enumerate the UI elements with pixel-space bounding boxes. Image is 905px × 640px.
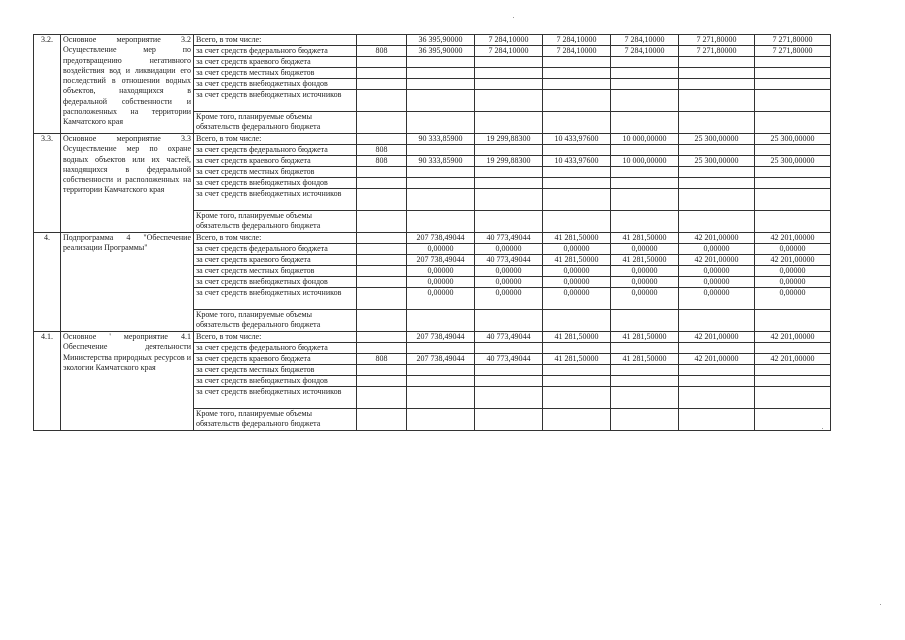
amount-cell: 0,00000 (407, 288, 475, 310)
amount-cell: 41 281,50000 (611, 233, 679, 244)
activity-name: Основное ' мероприятие 4.1 Обеспечение деятельности Министерства природных ресурсов и экологии Камчатского края (61, 332, 194, 431)
source-label: Всего, в том числе: (194, 35, 357, 46)
amount-cell: 7 284,10000 (475, 46, 543, 57)
source-label: за счет средств внебюджетных источников (194, 288, 357, 310)
source-label: за счет средств внебюджетных источников (194, 90, 357, 112)
amount-cell: 10 433,97600 (543, 134, 611, 145)
amount-cell: 42 201,00000 (679, 332, 755, 343)
source-label: Всего, в том числе: (194, 134, 357, 145)
section-number: 4. (34, 233, 61, 332)
amount-cell: 0,00000 (543, 277, 611, 288)
amount-cell: 25 300,00000 (679, 156, 755, 167)
table-row (34, 134, 831, 145)
budget-code: 808 (357, 354, 407, 365)
amount-cell: 0,00000 (755, 288, 831, 310)
source-label: за счет средств местных бюджетов (194, 266, 357, 277)
scan-speck (513, 17, 514, 18)
source-label: Всего, в том числе: (194, 332, 357, 343)
amount-cell: 19 299,88300 (475, 134, 543, 145)
amount-cell: 0,00000 (611, 288, 679, 310)
source-label: Кроме того, планируемые объемы обязательств федерального бюджета (194, 112, 357, 134)
source-label: за счет средств федерального бюджета (194, 244, 357, 255)
amount-cell: 0,00000 (611, 277, 679, 288)
amount-cell: 0,00000 (679, 288, 755, 310)
activity-name: Основное мероприятие 3.2 Осуществление мер по предотвращению негативного воздействия вод и ликвидации его последствий в отношении водных объектов, находящихся в федеральной собственности и расположенных на территории Камчатского края (61, 35, 194, 134)
amount-cell: 207 738,49044 (407, 233, 475, 244)
source-label: Всего, в том числе: (194, 233, 357, 244)
budget-code: 808 (357, 145, 407, 156)
source-label: за счет средств внебюджетных источников (194, 189, 357, 211)
amount-cell: 0,00000 (679, 277, 755, 288)
amount-cell: 10 433,97600 (543, 156, 611, 167)
amount-cell: 42 201,00000 (755, 233, 831, 244)
amount-cell: 25 300,00000 (755, 156, 831, 167)
section-number: 3.2. (34, 35, 61, 134)
source-label: за счет средств краевого бюджета (194, 156, 357, 167)
amount-cell: 7 284,10000 (611, 35, 679, 46)
budget-table (33, 34, 831, 431)
amount-cell: 0,00000 (407, 244, 475, 255)
amount-cell: 41 281,50000 (543, 255, 611, 266)
amount-cell: 41 281,50000 (611, 332, 679, 343)
amount-cell: 25 300,00000 (755, 134, 831, 145)
source-label: за счет средств внебюджетных фондов (194, 178, 357, 189)
amount-cell: 7 284,10000 (543, 46, 611, 57)
amount-cell: 41 281,50000 (543, 354, 611, 365)
source-label: Кроме того, планируемые объемы обязательств федерального бюджета (194, 409, 357, 431)
activity-name: Основное мероприятие 3.3 Осуществление мер по охране водных объектов или их частей, находящихся в федеральной собственности и расположенных на территории Камчатского края (61, 134, 194, 233)
amount-cell: 7 284,10000 (543, 35, 611, 46)
source-label: за счет средств федерального бюджета (194, 145, 357, 156)
scan-speck (880, 604, 881, 605)
source-label: Кроме того, планируемые объемы обязательств федерального бюджета (194, 310, 357, 332)
amount-cell: 19 299,88300 (475, 156, 543, 167)
source-label: за счет средств краевого бюджета (194, 255, 357, 266)
amount-cell: 42 201,00000 (679, 354, 755, 365)
amount-cell: 10 000,00000 (611, 134, 679, 145)
amount-cell: 7 271,80000 (679, 46, 755, 57)
amount-cell: 90 333,85900 (407, 156, 475, 167)
source-label: за счет средств краевого бюджета (194, 354, 357, 365)
amount-cell: 25 300,00000 (679, 134, 755, 145)
amount-cell: 40 773,49044 (475, 332, 543, 343)
amount-cell: 42 201,00000 (755, 354, 831, 365)
amount-cell: 0,00000 (543, 266, 611, 277)
budget-code (357, 35, 407, 46)
amount-cell: 42 201,00000 (755, 255, 831, 266)
amount-cell: 7 284,10000 (475, 35, 543, 46)
amount-cell: 207 738,49044 (407, 332, 475, 343)
amount-cell: 0,00000 (611, 266, 679, 277)
amount-cell: 0,00000 (755, 277, 831, 288)
amount-cell: 36 395,90000 (407, 46, 475, 57)
amount-cell: 41 281,50000 (543, 233, 611, 244)
amount-cell: 7 271,80000 (679, 35, 755, 46)
budget-code: 808 (357, 156, 407, 167)
source-label: за счет средств местных бюджетов (194, 68, 357, 79)
section-number: 4.1. (34, 332, 61, 431)
amount-cell: 41 281,50000 (543, 332, 611, 343)
amount-cell: 40 773,49044 (475, 233, 543, 244)
amount-cell: 0,00000 (475, 288, 543, 310)
source-label: за счет средств местных бюджетов (194, 365, 357, 376)
source-label: за счет средств внебюджетных фондов (194, 376, 357, 387)
source-label: за счет средств федерального бюджета (194, 343, 357, 354)
source-label: за счет средств краевого бюджета (194, 57, 357, 68)
amount-cell: 42 201,00000 (755, 332, 831, 343)
section-number: 3.3. (34, 134, 61, 233)
amount-cell: 40 773,49044 (475, 255, 543, 266)
amount-cell: 0,00000 (475, 266, 543, 277)
amount-cell: 0,00000 (407, 277, 475, 288)
amount-cell: 0,00000 (755, 266, 831, 277)
table-row (34, 233, 831, 244)
amount-cell: 0,00000 (755, 244, 831, 255)
amount-cell: 0,00000 (679, 266, 755, 277)
activity-name: Подпрограмма 4 "Обеспечение реализации Программы" (61, 233, 194, 332)
amount-cell: 0,00000 (475, 277, 543, 288)
amount-cell: 42 201,00000 (679, 255, 755, 266)
amount-cell: 7 271,80000 (755, 35, 831, 46)
source-label: за счет средств федерального бюджета (194, 46, 357, 57)
source-label: за счет средств внебюджетных источников (194, 387, 357, 409)
amount-cell: 0,00000 (543, 288, 611, 310)
source-label: Кроме того, планируемые объемы обязательств федерального бюджета (194, 211, 357, 233)
table-row (34, 35, 831, 46)
amount-cell: 41 281,50000 (611, 255, 679, 266)
source-label: за счет средств местных бюджетов (194, 167, 357, 178)
amount-cell: 0,00000 (475, 244, 543, 255)
source-label: за счет средств внебюджетных фондов (194, 277, 357, 288)
amount-cell: 7 284,10000 (611, 46, 679, 57)
table-row (34, 332, 831, 343)
amount-cell: 41 281,50000 (611, 354, 679, 365)
amount-cell: 207 738,49044 (407, 255, 475, 266)
amount-cell: 0,00000 (407, 266, 475, 277)
amount-cell: 10 000,00000 (611, 156, 679, 167)
amount-cell: 36 395,90000 (407, 35, 475, 46)
amount-cell: 207 738,49044 (407, 354, 475, 365)
amount-cell: 0,00000 (611, 244, 679, 255)
amount-cell: 7 271,80000 (755, 46, 831, 57)
source-label: за счет средств внебюджетных фондов (194, 79, 357, 90)
amount-cell: 0,00000 (679, 244, 755, 255)
amount-cell: 40 773,49044 (475, 354, 543, 365)
budget-code: 808 (357, 46, 407, 57)
scan-speck (822, 428, 823, 429)
amount-cell: 90 333,85900 (407, 134, 475, 145)
amount-cell: 42 201,00000 (679, 233, 755, 244)
amount-cell: 0,00000 (543, 244, 611, 255)
